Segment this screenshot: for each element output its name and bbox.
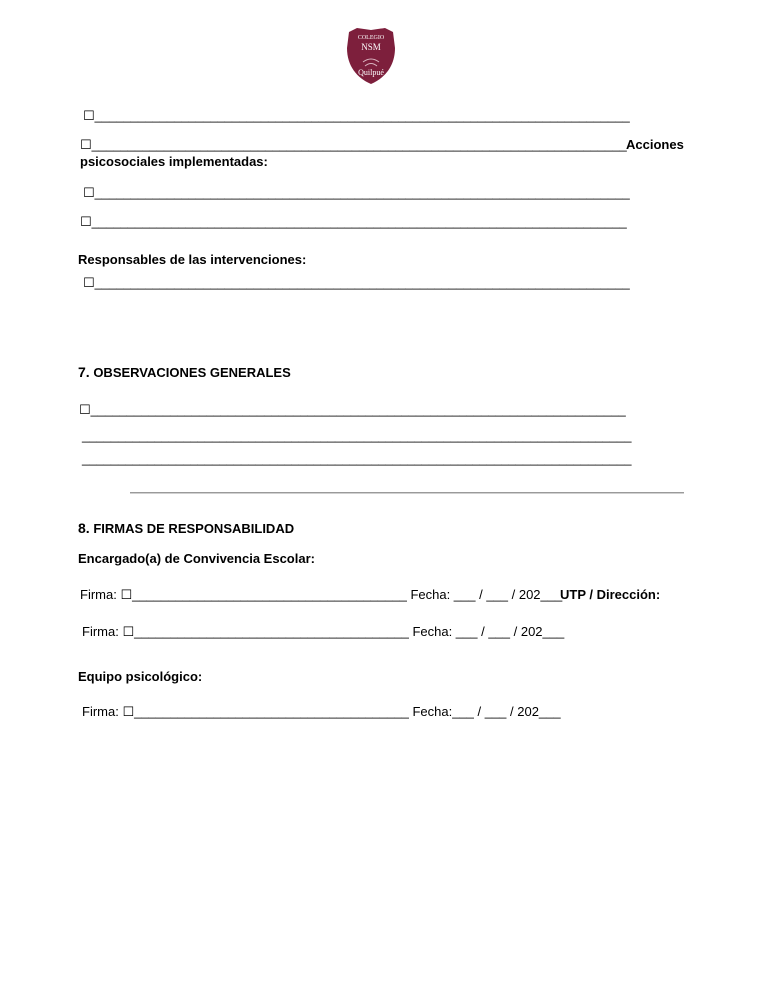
utp-direccion-heading: UTP / Dirección:: [560, 587, 661, 602]
acciones-label-part1: Acciones: [626, 137, 684, 152]
section-7-number: 7.: [78, 364, 90, 380]
checkbox-line-1: ☐__________________________________________________________________________: [83, 108, 630, 123]
acciones-label-part2: psicosociales implementadas:: [80, 154, 268, 169]
observaciones-line-2: ____________________________________________________________________________: [82, 428, 632, 443]
crest-text-quilpue: Quilpué: [358, 68, 384, 77]
signature-line-utp: Firma: ☐______________________________________ Fecha: ___ / ___ / 202___: [82, 624, 565, 639]
checkbox-line-3: ☐__________________________________________________________________________: [83, 185, 630, 200]
horizontal-divider: [130, 492, 684, 494]
crest-text-colegio: COLEGIO: [357, 35, 385, 41]
school-crest-logo: [343, 26, 399, 86]
observaciones-line-1: ☐__________________________________________________________________________: [79, 402, 626, 417]
signature-line-equipo: Firma: ☐______________________________________ Fecha:___ / ___ / 202___: [82, 704, 561, 719]
checkbox-line-4: ☐__________________________________________________________________________: [80, 214, 627, 229]
section-8-heading: [78, 520, 294, 537]
section-7-heading: [78, 364, 291, 381]
checkbox-line-2: ☐__________________________________________________________________________: [80, 137, 627, 152]
equipo-psicologico-heading: Equipo psicológico:: [78, 669, 203, 684]
crest-text-nsm: NSM: [361, 42, 381, 52]
section-7-title: OBSERVACIONES GENERALES: [93, 365, 291, 380]
section-8-title: FIRMAS DE RESPONSABILIDAD: [93, 521, 295, 536]
responsables-heading: Responsables de las intervenciones:: [78, 252, 307, 267]
signature-line-encargado: Firma: ☐______________________________________ Fecha: ___ / ___ / 202___: [80, 587, 563, 602]
checkbox-line-5: ☐__________________________________________________________________________: [83, 275, 630, 290]
section-8-number: 8.: [78, 520, 90, 536]
encargado-heading: Encargado(a) de Convivencia Escolar:: [78, 551, 315, 566]
observaciones-line-3: ____________________________________________________________________________: [82, 451, 632, 466]
